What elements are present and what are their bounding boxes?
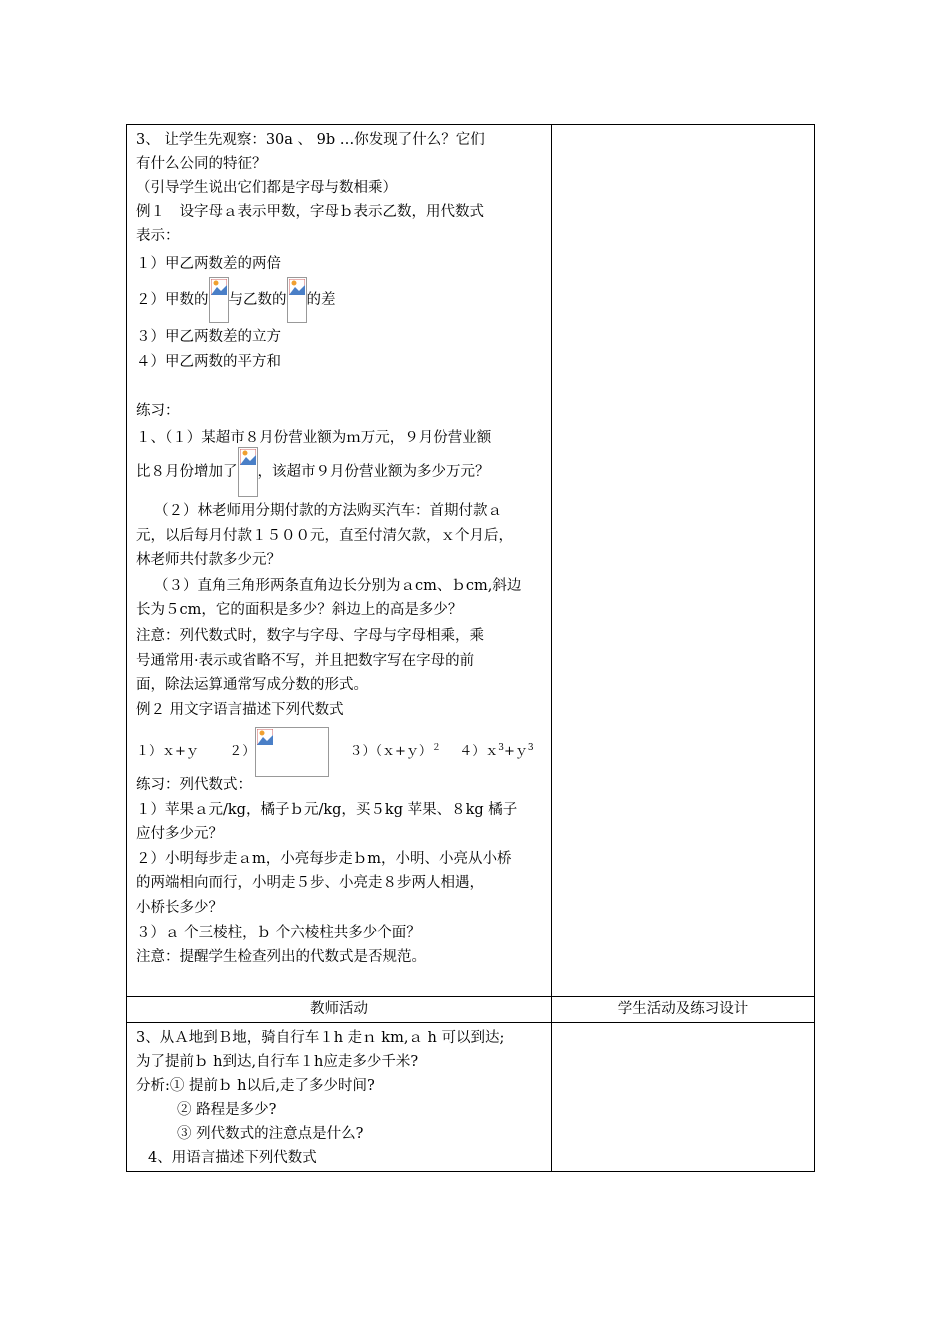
text-line: 的两端相向而行，小明走５步、小亮走８步两人相遇， bbox=[136, 875, 484, 891]
text-fragment: 的差 bbox=[306, 292, 336, 308]
text-line: 面，除法运算通常写成分数的形式。 bbox=[136, 677, 368, 693]
text-line: 为了提前ｂ h到达,自行车１h应走多少千米? bbox=[136, 1054, 419, 1070]
text-line: ４）甲乙两数的平方和 bbox=[136, 354, 281, 370]
text-line: 练习： bbox=[136, 403, 180, 419]
text-fragment: ３）（ｘ+ｙ） bbox=[349, 744, 432, 759]
text-line: 有什么公同的特征？ bbox=[136, 156, 267, 172]
teacher-activity-cell bbox=[127, 1023, 551, 1171]
row-divider bbox=[127, 996, 814, 997]
text-line: 4、用语言描述下列代数式 bbox=[148, 1150, 317, 1166]
text-line bbox=[136, 447, 490, 497]
text-line: 注意：列代数式时，数字与字母、字母与字母相乘，乘 bbox=[136, 628, 484, 644]
text-fragment: ２） bbox=[229, 744, 256, 759]
header-student-activity: 学生活动及练习设计 bbox=[617, 1001, 749, 1017]
exponent: 3 bbox=[498, 743, 504, 753]
text-line: 3、 让学生先观察：30a 、 9b …你发现了什么？它们 bbox=[136, 132, 485, 148]
text-fragment: ，该超市９月份营业额为多少万元？ bbox=[257, 464, 490, 480]
text-line bbox=[136, 277, 336, 323]
lesson-table bbox=[126, 124, 815, 1172]
text-fragment: ２）甲数的 bbox=[136, 292, 209, 308]
fraction-image-icon bbox=[209, 277, 229, 323]
text-line: １、（１）某超市８月份营业额为ｍ万元，９月份营业额 bbox=[136, 430, 492, 446]
text-line: ３）ａ 个三棱柱，ｂ 个六棱柱共多少个面？ bbox=[136, 925, 421, 941]
text-line: （引导学生说出它们都是字母与数相乘） bbox=[136, 180, 397, 196]
text-fragment: 比８月份增加了 bbox=[136, 464, 238, 480]
text-line: 分析:① 提前ｂ h以后,走了多少时间? bbox=[136, 1078, 375, 1094]
text-line: 表示： bbox=[136, 228, 180, 244]
teacher-content-cell bbox=[127, 125, 551, 996]
text-fragment: 与乙数的 bbox=[228, 292, 287, 308]
header-teacher-activity: 教师活动 bbox=[310, 1001, 368, 1017]
text-line: ２）小明每步走ａm，小亮每步走ｂm，小明、小亮从小桥 bbox=[136, 851, 512, 867]
text-line: （２）林老师用分期付款的方法购买汽车：首期付款ａ bbox=[154, 503, 502, 519]
text-line: 小桥长多少？ bbox=[136, 900, 223, 916]
exponent: 3 bbox=[527, 743, 534, 753]
fraction-image-icon bbox=[287, 277, 307, 323]
text-line bbox=[136, 723, 534, 773]
text-line: （３）直角三角形两条直角边长分别为ａcm、ｂcm,斜边 bbox=[154, 578, 522, 594]
text-line: 例２ 用文字语言描述下列代数式 bbox=[136, 702, 344, 718]
text-fragment: ４）ｘ bbox=[459, 744, 499, 759]
text-line: 例１ 设字母ａ表示甲数，字母ｂ表示乙数，用代数式 bbox=[136, 204, 484, 220]
text-line: ② 路程是多少? bbox=[177, 1102, 277, 1118]
text-line: 林老师共付款多少元？ bbox=[136, 552, 281, 568]
text-line: １）苹果ａ元/kg，橘子ｂ元/kg，买５kg 苹果、８kg 橘子 bbox=[136, 802, 518, 818]
text-line: 号通常用·表示或省略不写，并且把数字写在字母的前 bbox=[136, 653, 475, 669]
text-line: ③ 列代数式的注意点是什么? bbox=[177, 1126, 364, 1142]
fraction-image-icon bbox=[238, 447, 258, 497]
fraction-image-icon bbox=[255, 727, 329, 777]
exponent: ２ bbox=[431, 743, 441, 753]
text-line: 长为５cm，它的面积是多少？斜边上的高是多少？ bbox=[136, 602, 463, 618]
text-line: 注意：提醒学生检查列出的代数式是否规范。 bbox=[136, 949, 426, 965]
text-line: 练习：列代数式： bbox=[136, 777, 252, 793]
text-fragment: １）ｘ+ｙ bbox=[136, 744, 199, 759]
text-line: ３）甲乙两数差的立方 bbox=[136, 329, 281, 345]
text-line: １）甲乙两数差的两倍 bbox=[136, 256, 281, 272]
text-fragment: +ｙ bbox=[503, 744, 528, 759]
text-line: 应付多少元？ bbox=[136, 826, 223, 842]
text-line: 3、从Ａ地到Ｂ地，骑自行车１h 走ｎ km,ａ h 可以到达; bbox=[136, 1030, 505, 1046]
text-line: 元，以后每月付款１５００元，直至付清欠款，ｘ个月后， bbox=[136, 528, 513, 544]
